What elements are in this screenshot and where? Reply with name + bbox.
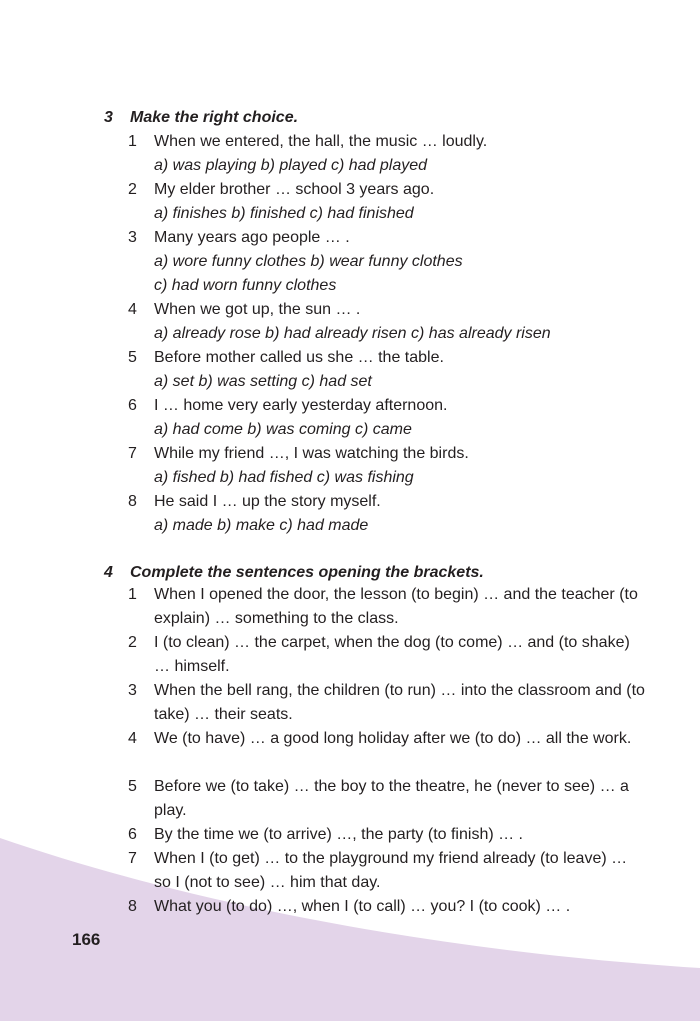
exercise-4-item xyxy=(128,895,648,919)
item-number: 8 xyxy=(128,898,137,915)
item-number: 1 xyxy=(128,586,137,603)
item-options-continued: c) had worn funny clothes xyxy=(154,277,337,294)
item-question: He said I … up the story myself. xyxy=(154,493,381,510)
item-sentence: When I (to get) … to the playground my friend already (to leave) … so I (not to see) … him that day. xyxy=(154,850,628,891)
item-question: My elder brother … school 3 years ago. xyxy=(154,181,435,198)
exercise-4-item xyxy=(128,775,648,823)
item-question: While my friend …, I was watching the birds. xyxy=(154,445,469,462)
item-question: I … home very early yesterday afternoon. xyxy=(154,397,448,414)
exercise-3-item xyxy=(128,394,648,442)
item-number: 6 xyxy=(128,397,137,414)
item-sentence: When the bell rang, the children (to run) … into the classroom and (to take) … their seats. xyxy=(154,682,645,723)
exercise-3-item xyxy=(128,346,648,394)
exercise-3-item xyxy=(128,178,648,226)
item-number: 5 xyxy=(128,349,137,366)
exercise-3-title xyxy=(104,108,298,128)
item-options: a) wore funny clothes b) wear funny clothes xyxy=(154,253,463,270)
item-options: a) made b) make c) had made xyxy=(154,517,369,534)
exercise-3-item xyxy=(128,130,648,178)
exercise-4-item xyxy=(128,847,648,895)
item-sentence: We (to have) … a good long holiday after we (to do) … all the work. xyxy=(154,730,632,747)
item-number: 5 xyxy=(128,778,137,795)
item-options: a) was playing b) played c) had played xyxy=(154,157,428,174)
item-number: 8 xyxy=(128,493,137,510)
item-question: When we got up, the sun … . xyxy=(154,301,361,318)
item-number: 7 xyxy=(128,445,137,462)
item-sentence: When I opened the door, the lesson (to begin) … and the teacher (to explain) … something to the class. xyxy=(154,586,638,627)
item-number: 2 xyxy=(128,181,137,198)
item-number: 4 xyxy=(128,730,137,747)
item-number: 7 xyxy=(128,850,137,867)
item-number: 6 xyxy=(128,826,137,843)
exercise-4-item xyxy=(128,631,648,679)
exercise-4-title xyxy=(104,563,484,583)
exercise-4-number: 4 xyxy=(104,564,113,581)
item-options: a) set b) was setting c) had set xyxy=(154,373,372,390)
item-number: 3 xyxy=(128,682,137,699)
item-sentence: I (to clean) … the carpet, when the dog (to come) … and (to shake) … himself. xyxy=(154,634,630,675)
page-number: 166 xyxy=(72,930,101,949)
exercise-3-item xyxy=(128,298,648,346)
item-options: a) had come b) was coming c) came xyxy=(154,421,412,438)
item-options: a) finishes b) finished c) had finished xyxy=(154,205,414,222)
exercise-4-item xyxy=(128,679,648,727)
item-number: 2 xyxy=(128,634,137,651)
exercise-3-item xyxy=(128,442,648,490)
item-number: 1 xyxy=(128,133,137,150)
item-question: Before mother called us she … the table. xyxy=(154,349,444,366)
exercise-3-number: 3 xyxy=(104,109,113,126)
exercise-4-item xyxy=(128,727,648,751)
exercise-4-item xyxy=(128,583,648,631)
exercise-3-item xyxy=(128,490,648,538)
item-options: a) already rose b) had already risen c) has already risen xyxy=(154,325,551,342)
exercise-4-item xyxy=(128,823,648,847)
item-sentence: What you (to do) …, when I (to call) … you? I (to cook) … . xyxy=(154,898,571,915)
item-question: When we entered, the hall, the music … loudly. xyxy=(154,133,488,150)
item-number: 3 xyxy=(128,229,137,246)
exercise-4-instruction: Complete the sentences opening the brackets. xyxy=(130,564,484,581)
item-sentence: Before we (to take) … the boy to the theatre, he (never to see) … a play. xyxy=(154,778,629,819)
item-options: a) fished b) had fished c) was fishing xyxy=(154,469,414,486)
item-sentence: By the time we (to arrive) …, the party (to finish) … . xyxy=(154,826,523,843)
exercise-3-item xyxy=(128,226,648,298)
item-number: 4 xyxy=(128,301,137,318)
exercise-3-instruction: Make the right choice. xyxy=(130,109,299,126)
item-question: Many years ago people … . xyxy=(154,229,350,246)
